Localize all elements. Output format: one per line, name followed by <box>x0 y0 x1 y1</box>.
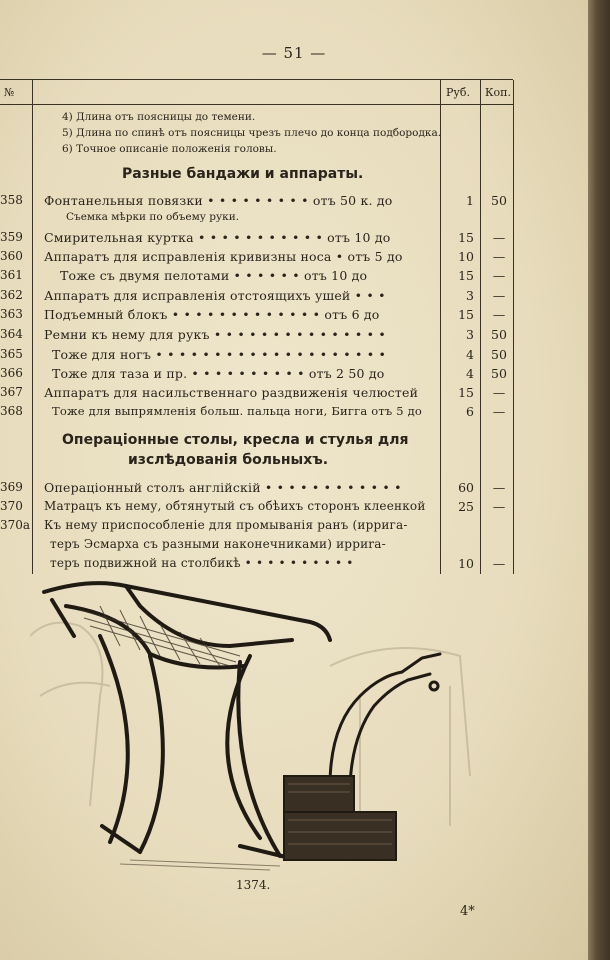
item-label: Тоже для ногъ • • • • • • • • • • • • • • • • • • • • <box>52 347 387 362</box>
item-label: Операціонный столъ англійскій • • • • • • • • • • • • <box>44 480 402 495</box>
item-price-rub: 60 <box>458 480 474 495</box>
item-number: 370а <box>0 518 31 532</box>
header-bottom-rule <box>0 104 513 105</box>
item-price-kop: — <box>492 385 506 400</box>
item-number: 370 <box>0 499 23 513</box>
header-kopecks: Коп. <box>485 86 511 99</box>
item-price-rub: 3 <box>466 327 474 342</box>
header-number: № <box>4 86 15 99</box>
item-price-rub: 4 <box>466 366 474 381</box>
item-price-kop: — <box>492 480 506 495</box>
item-price-rub: 10 <box>458 556 474 571</box>
item-label: Фонтанельныя повязки • • • • • • • • • отъ 50 к. до <box>44 193 393 208</box>
item-number: 360 <box>0 249 23 263</box>
item-price-kop: 50 <box>491 347 507 362</box>
item-label-line1: Къ нему приспособленіе для промыванія ранъ (ирригa- <box>44 518 408 532</box>
item-price-rub: 25 <box>458 499 474 514</box>
item-number: 367 <box>0 385 23 399</box>
item-price-kop: — <box>492 556 506 571</box>
section-heading-bandages: Разные бандажи и аппараты. <box>122 166 364 182</box>
item-price-kop: — <box>492 404 506 419</box>
item-number: 361 <box>0 268 23 282</box>
book-spine <box>588 0 610 960</box>
item-number: 364 <box>0 327 23 341</box>
item-price-kop: — <box>492 288 506 303</box>
item-label: Подъемный блокъ • • • • • • • • • • • • • отъ 6 до <box>44 307 380 322</box>
page-number: — 51 — <box>261 44 327 62</box>
item-number: 362 <box>0 288 23 302</box>
item-price-rub: 15 <box>458 307 474 322</box>
number-column-rule <box>32 80 33 574</box>
item-number: 363 <box>0 307 23 321</box>
item-price-kop: — <box>492 307 506 322</box>
item-price-rub: 6 <box>466 404 474 419</box>
item-label-line3: теръ подвижной на столбикѣ • • • • • • • • • • <box>50 556 354 570</box>
item-price-rub: 10 <box>458 249 474 264</box>
measure-note-5: 5) Длина по спинѣ отъ поясницы чрезъ плечо до конца подбородка. <box>62 127 442 139</box>
item-price-rub: 15 <box>458 385 474 400</box>
item-label: Тоже для таза и пр. • • • • • • • • • • отъ 2 50 до <box>52 366 385 381</box>
header-top-rule <box>0 79 513 80</box>
item-price-rub: 15 <box>458 268 474 283</box>
item-label: Смирительная куртка • • • • • • • • • • • отъ 10 до <box>44 230 391 245</box>
item-number: 359 <box>0 230 23 244</box>
item-label: Тоже съ двумя пелотами • • • • • • отъ 10 до <box>60 268 368 283</box>
item-price-rub: 3 <box>466 288 474 303</box>
item-price-kop: 50 <box>491 366 507 381</box>
item-label: Аппаратъ для насильственнаго раздвиженія челюстей <box>44 385 419 400</box>
item-price-kop: — <box>492 268 506 283</box>
item-number: 365 <box>0 347 23 361</box>
printer-signature: 4* <box>460 904 475 919</box>
header-rubles: Руб. <box>446 86 470 99</box>
item-price-kop: 50 <box>491 193 507 208</box>
measure-note: Съемка мѣрки по объему руки. <box>66 211 240 223</box>
item-price-rub: 15 <box>458 230 474 245</box>
item-price-kop: 50 <box>491 327 507 342</box>
operating-chair-illustration <box>30 576 480 872</box>
measure-note-4: 4) Длина отъ поясницы до темени. <box>62 111 256 123</box>
section-heading-tables-line2: изслѣдованія больныхъ. <box>128 452 329 468</box>
rub-column-rule <box>440 80 441 574</box>
item-price-rub: 4 <box>466 347 474 362</box>
item-label: Матрацъ къ нему, обтянутый съ обѣихъ сторонъ клеенкой <box>44 499 426 513</box>
item-label: Ремни къ нему для рукъ • • • • • • • • • • • • • • • <box>44 327 386 342</box>
item-price-rub: 1 <box>466 193 474 208</box>
item-label: Аппаратъ для исправленія кривизны носа • отъ 5 до <box>44 249 403 264</box>
item-number: 366 <box>0 366 23 380</box>
illustration-caption: 1374. <box>236 878 271 892</box>
item-label-line2: теръ Эсмарха съ разными наконечниками) ирриrа- <box>50 537 386 551</box>
measure-note-6: 6) Точное описаніе положенія головы. <box>62 143 277 155</box>
kop-column-rule <box>480 80 481 574</box>
item-price-kop: — <box>492 249 506 264</box>
item-label: Аппаратъ для исправленія отстоящихъ ушей • • • <box>44 288 386 303</box>
item-number: 368 <box>0 404 23 418</box>
item-number: 369 <box>0 480 23 494</box>
item-label: Тоже для выпрямленія больш. пальца ноги, Бигга отъ 5 до <box>52 404 423 418</box>
item-number: 358 <box>0 193 23 207</box>
section-heading-tables-line1: Операціонные столы, кресла и стулья для <box>62 432 409 448</box>
item-price-kop: — <box>492 230 506 245</box>
item-price-kop: — <box>492 499 506 514</box>
